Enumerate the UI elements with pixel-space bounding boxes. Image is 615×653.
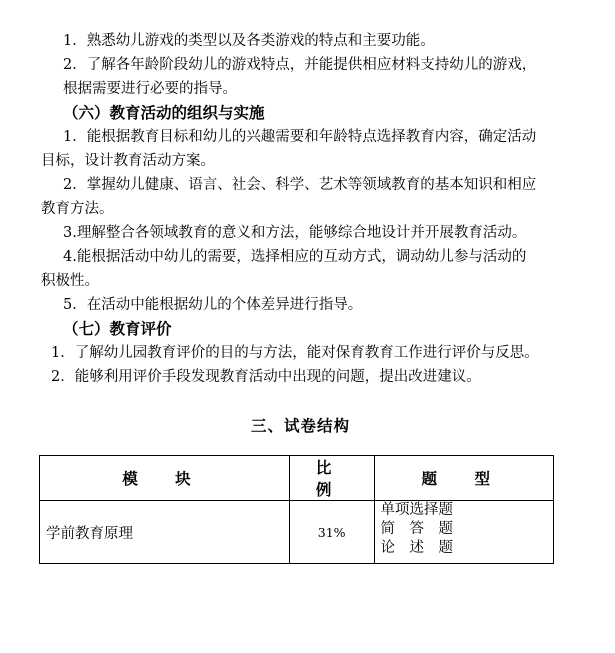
paragraph-line: 3.理解整合各领域教育的意义和方法，能够综合地设计并开展教育活动。 bbox=[63, 225, 527, 241]
cell-ratio: 31% bbox=[289, 501, 374, 564]
paragraph-line: 1．能根据教育目标和幼儿的兴趣需要和年龄特点选择教育内容，确定活动 bbox=[63, 129, 537, 145]
paragraph-line: 1．熟悉幼儿游戏的类型以及各类游戏的特点和主要功能。 bbox=[63, 33, 435, 49]
paragraph-line: 2．掌握幼儿健康、语言、社会、科学、艺术等领域教育的基本知识和相应 bbox=[63, 177, 537, 193]
table-row bbox=[40, 501, 554, 564]
paragraph-line: 目标，设计教育活动方案。 bbox=[41, 153, 215, 169]
table-header-row bbox=[40, 456, 554, 501]
cell-question-types bbox=[374, 501, 553, 564]
question-type: 论 述 题 bbox=[380, 540, 454, 556]
paragraph-line: 5．在活动中能根据幼儿的个体差异进行指导。 bbox=[63, 297, 363, 313]
exam-structure-table bbox=[39, 455, 554, 564]
question-type: 单项选择题 bbox=[380, 502, 454, 518]
paragraph-line: 1．了解幼儿园教育评价的目的与方法，能对保育教育工作进行评价与反思。 bbox=[51, 345, 539, 361]
paragraph-line: 2．了解各年龄阶段幼儿的游戏特点，并能提供相应材料支持幼儿的游戏， bbox=[63, 57, 537, 73]
header-question-type: 题 型 bbox=[374, 456, 553, 501]
paragraph-line: 教育方法。 bbox=[41, 201, 114, 217]
paragraph-line: 2．能够利用评价手段发现教育活动中出现的问题，提出改进建议。 bbox=[51, 369, 481, 385]
header-ratio: 比 例 bbox=[289, 456, 374, 501]
header-module: 模 块 bbox=[40, 456, 290, 501]
question-type: 简 答 题 bbox=[380, 521, 454, 537]
paragraph-line: 根据需要进行必要的指导。 bbox=[63, 81, 237, 97]
subsection-heading: （六）教育活动的组织与实施 bbox=[63, 103, 265, 122]
subsection-heading: （七）教育评价 bbox=[63, 319, 172, 338]
paragraph-line: 4.能根据活动中幼儿的需要，选择相应的互动方式，调动幼儿参与活动的 bbox=[63, 249, 527, 265]
paragraph-line: 积极性。 bbox=[41, 273, 99, 289]
cell-module: 学前教育原理 bbox=[40, 501, 290, 564]
section-title: 三、试卷结构 bbox=[251, 416, 351, 435]
